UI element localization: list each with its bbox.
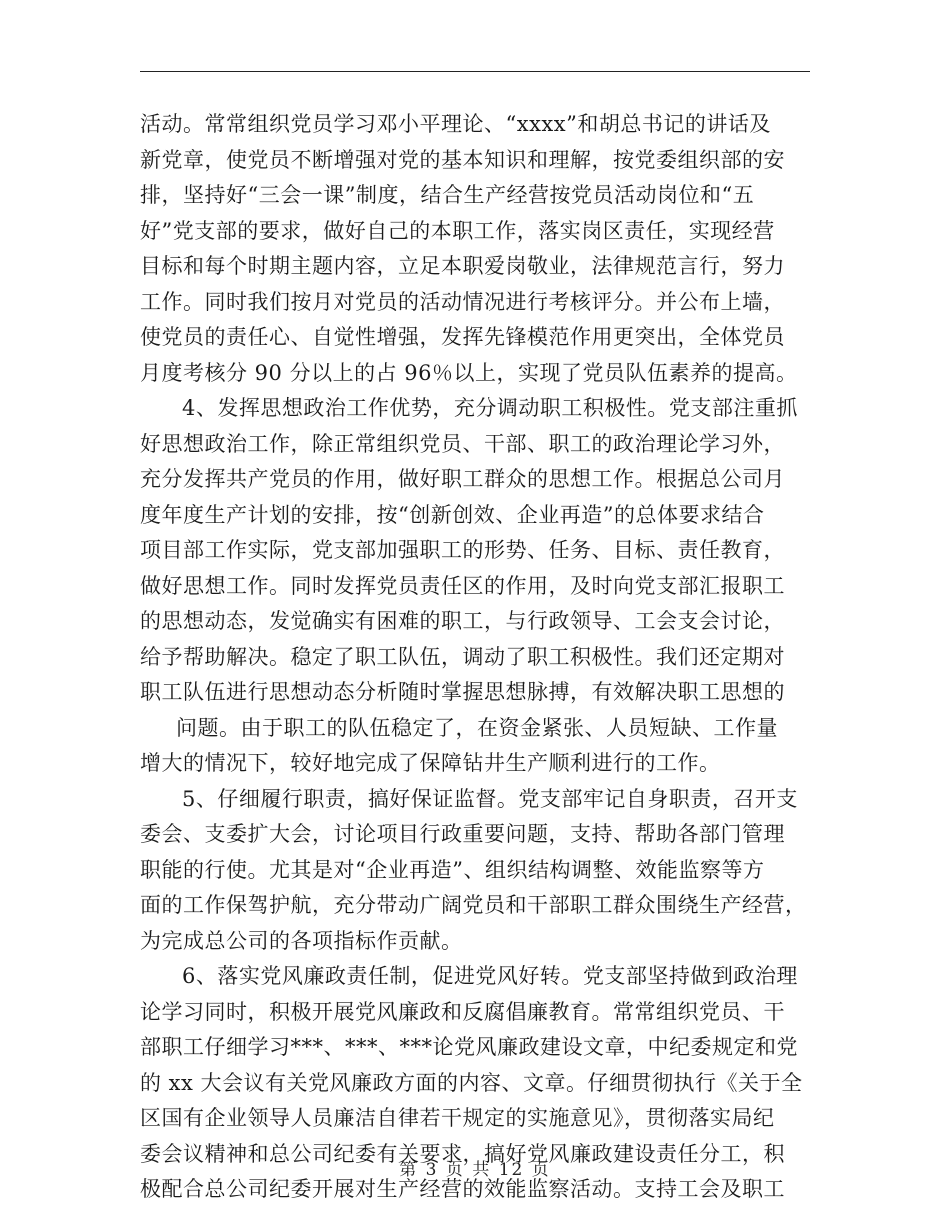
- text-line: 面的工作保驾护航，充分带动广阔党员和干部职工群众围绕生产经营，: [140, 893, 807, 917]
- text-line: 的 xx 大会议有关党风廉政方面的内容、文章。仔细贯彻执行《关于全: [140, 1070, 803, 1095]
- paragraph-5-start: 5、仔细履行职责，搞好保证监督。党支部牢记自身职责，召开支: [182, 786, 798, 811]
- text-line: 排，坚持好“三会一课”制度，结合生产经营按党员活动岗位和“五: [140, 183, 755, 207]
- text-line: 目标和每个时期主题内容，立足本职爱岗敬业，法律规范言行，努力: [140, 254, 785, 278]
- text-line: 论学习同时，积极开展党风廉政和反腐倡廉教育。常常组织党员、干: [140, 999, 785, 1024]
- text-line: 新党章，使党员不断增强对党的基本知识和理解，按党委组织部的安: [140, 147, 785, 172]
- text-line: 充分发挥共产党员的作用，做好职工群众的思想工作。根据总公司月: [140, 467, 785, 491]
- text-line: 好”党支部的要求，做好自己的本职工作，落实岗区责任，实现经营: [140, 218, 775, 243]
- text-line: 月度考核分 90 分以上的占 96％以上，实现了党员队伍素养的提高。: [140, 360, 798, 385]
- paragraph-6-start: 6、落实党风廉政责任制，促进党风好转。党支部坚持做到政治理: [182, 964, 798, 988]
- text-line: 的思想动态，发觉确实有困难的职工，与行政领导、工会支会讨论，: [140, 609, 785, 633]
- text-line: 问题。由于职工的队伍稳定了，在资金紧张、人员短缺、工作量: [176, 715, 778, 740]
- text-line: 委会议精神和总公司纪委有关要求，搞好党风廉政建设责任分工，积: [140, 1141, 785, 1166]
- text-line: 增大的情况下，较好地完成了保障钻井生产顺利进行的工作。: [140, 751, 721, 775]
- text-line: 委会、支委扩大会，讨论项目行政重要问题，支持、帮助各部门管理: [140, 822, 785, 846]
- text-line: 活动。常常组织党员学习邓小平理论、“xxxx”和胡总书记的讲话及: [140, 112, 771, 136]
- document-body: [140, 107, 810, 1208]
- page-number: 第 3 页 共 12 页: [399, 1160, 551, 1180]
- text-line: 度年度生产计划的安排，按“创新创效、企业再造”的总体要求结合: [140, 502, 765, 527]
- text-line: 项目部工作实际，党支部加强职工的形势、任务、目标、责任教育，: [140, 538, 785, 562]
- text-line: 做好思想工作。同时发挥党员责任区的作用，及时向党支部汇报职工: [140, 573, 785, 598]
- text-line: 给予帮助解决。稳定了职工队伍，调动了职工积极性。我们还定期对: [140, 644, 785, 669]
- text-line: 职工队伍进行思想动态分析随时掌握思想脉搏，有效解决职工思想的: [140, 680, 785, 704]
- text-line: 区国有企业领导人员廉洁自律若干规定的实施意见》，贯彻落实局纪: [140, 1106, 775, 1130]
- text-line: 为完成总公司的各项指标作贡献。: [140, 928, 463, 953]
- header-divider: [140, 71, 810, 72]
- text-line: 极配合总公司纪委开展对生产经营的效能监察活动。支持工会及职工: [140, 1177, 785, 1201]
- text-line: 工作。同时我们按月对党员的活动情况进行考核评分。并公布上墙，: [140, 289, 785, 314]
- text-line: 部职工仔细学习***、***、***论党风廉政建设文章，中纪委规定和党: [140, 1035, 798, 1059]
- text-line: 好思想政治工作，除正常组织党员、干部、职工的政治理论学习外，: [140, 431, 785, 456]
- paragraph-4-start: 4、发挥思想政治工作优势，充分调动职工积极性。党支部注重抓: [182, 396, 798, 420]
- text-line: 职能的行使。尤其是对“企业再造”、组织结构调整、效能监察等方: [140, 857, 765, 882]
- text-line: 使党员的责任心、自觉性增强，发挥先锋模范作用更突出，全体党员: [140, 325, 785, 349]
